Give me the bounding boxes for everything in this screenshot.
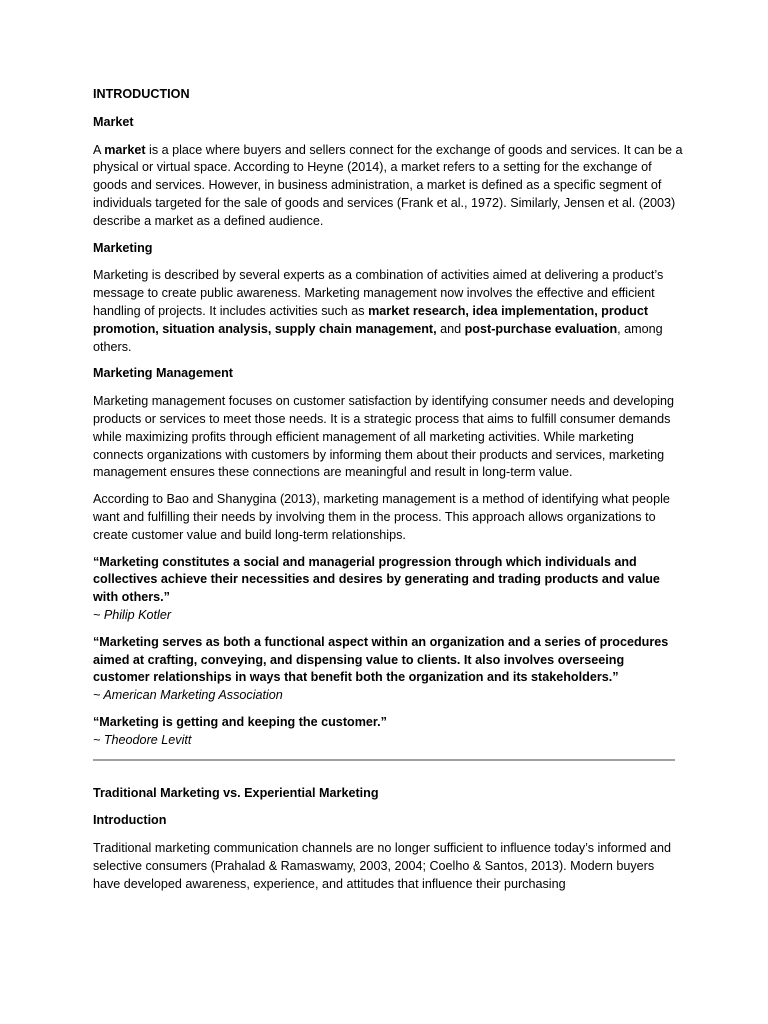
marketing-paragraph-end: , among others.	[93, 321, 663, 354]
horizontal-divider	[93, 759, 675, 761]
marketing-paragraph	[93, 267, 683, 356]
quote-author: ~ American Marketing Association	[93, 688, 283, 703]
marketing-management-paragraph-1: Marketing management focuses on customer satisfaction by identifying consumer needs and developing products or services to meet those needs. It is a strategic process that aims to fulfill consumer demands while maximizing profits through efficient management of all marketing activities. While marketing connects organizations with customers by informing them about their products and services, marketing management ensures these connections are meaningful and result in long-term value.	[93, 394, 675, 480]
section-introduction-heading: Introduction	[93, 813, 167, 828]
quote-author: ~ Philip Kotler	[93, 607, 172, 622]
section-introduction-paragraph: Traditional marketing communication channels are no longer sufficient to influence today’s informed and selective consumers (Prahalad & Ramaswamy, 2003, 2004; Coelho & Santos, 2013). Modern buyers have developed awareness, experience, and attitudes that influence their purchasing	[93, 841, 672, 891]
market-paragraph-rest: is a place where buyers and sellers connect for the exchange of goods and services. It can be a physical or virtual space. According to Heyne (2014), a market refers to a setting for the exchange of goods and services. However, in business administration, a market is defined as a specific segment of individuals targeted for the sale of goods and services (Frank et al., 1972). Similarly, Jensen et al. (2003) describe a market as a defined audience.	[93, 142, 683, 228]
quote-text: “Marketing serves as both a functional aspect within an organization and a series of procedures aimed at crafting, conveying, and dispensing value to clients. It also involves overseeing customer relationships in ways that benefit both the organization and its stakeholders.”	[93, 634, 669, 685]
quote-ama	[93, 634, 683, 705]
marketing-activities-list: market research, idea implementation, product promotion, situation analysis, supply chain management,	[93, 303, 649, 336]
marketing-post-purchase-term: post-purchase evaluation	[464, 321, 618, 336]
market-paragraph	[93, 142, 683, 231]
marketing-paragraph-lead: Marketing is described by several experts as a combination of activities aimed at delivering a product’s message to create public awareness. Marketing management now involves the effective and efficient handling of projects. It includes activities such as	[93, 268, 664, 318]
quote-levitt	[93, 714, 683, 750]
market-term: market	[104, 142, 146, 157]
section-title: Traditional Marketing vs. Experiential Marketing	[93, 785, 379, 800]
quote-kotler	[93, 554, 683, 625]
quote-text: “Marketing is getting and keeping the customer.”	[93, 714, 387, 729]
introduction-heading: INTRODUCTION	[93, 87, 190, 101]
market-heading: Market	[93, 114, 134, 129]
marketing-management-paragraph-2: According to Bao and Shanygina (2013), marketing management is a method of identifying what people want and fulfilling their needs by involving them in the process. This approach allows organizations to create customer value and build long-term relationships.	[93, 492, 670, 542]
marketing-heading: Marketing	[93, 240, 153, 255]
marketing-management-heading: Marketing Management	[93, 366, 233, 381]
document-body	[93, 86, 683, 893]
marketing-paragraph-and: and	[436, 321, 465, 336]
quote-text: “Marketing constitutes a social and managerial progression through which individuals and collectives achieve their necessities and desires by generating and trading products and value with others.”	[93, 554, 660, 605]
quote-author: ~ Theodore Levitt	[93, 732, 192, 747]
market-paragraph-lead: A	[93, 142, 105, 157]
